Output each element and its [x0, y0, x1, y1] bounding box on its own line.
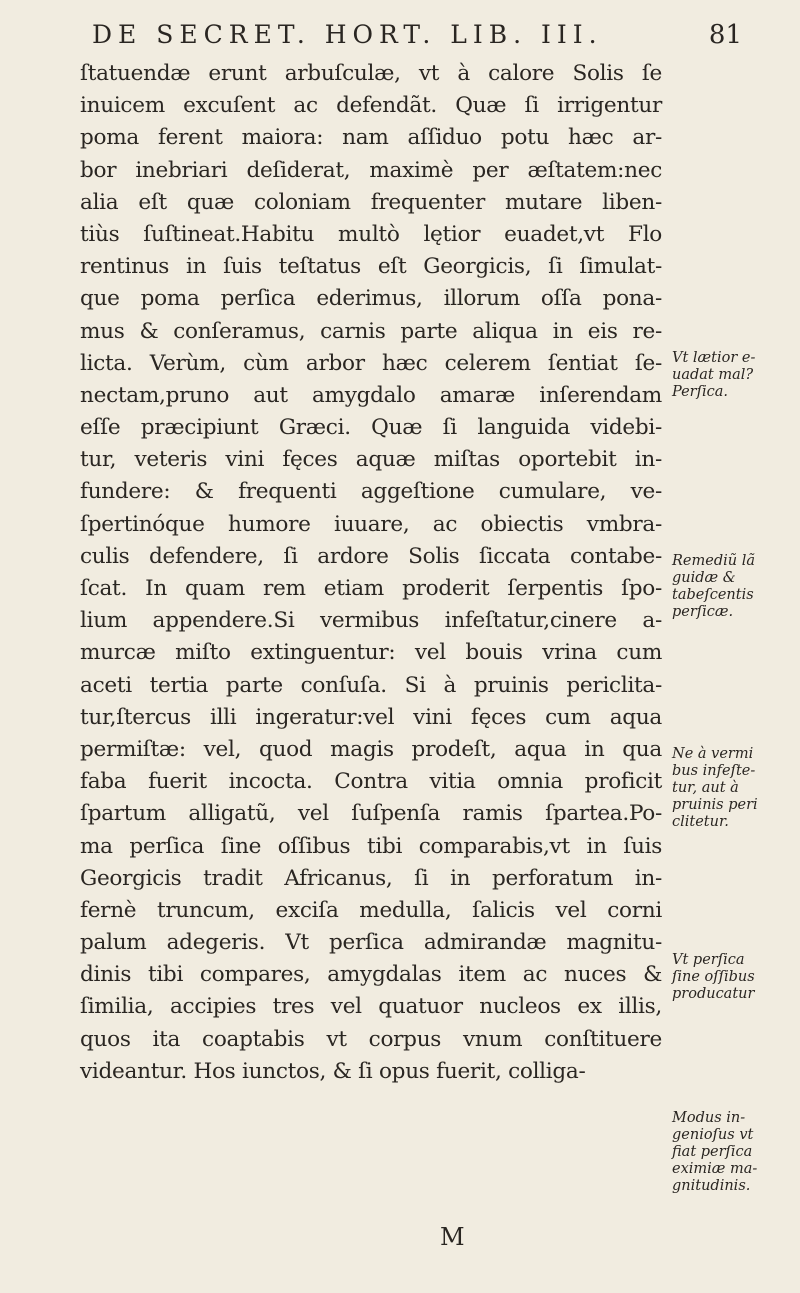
text-line: poma ferent maiora: nam aſſiduo potu hæc ar- — [80, 125, 662, 151]
marginal-note-line: pruinis peri — [672, 797, 758, 813]
text-line: bor inebriari deſiderat, maximè per æſtatem:nec — [80, 157, 662, 183]
signature-mark: M — [440, 1223, 465, 1251]
marginal-note-line: Perſica. — [672, 384, 728, 400]
text-line: aceti tertia parte conſuſa. Si à pruinis periclita- — [80, 672, 662, 698]
marginal-note-line: Remediũ lã — [672, 553, 755, 569]
marginal-note-line: clitetur. — [672, 814, 729, 830]
text-line: que poma perſica ederimus, illorum oſſa pona- — [80, 286, 662, 312]
text-line: palum adegeris. Vt perſica admirandæ magnitu- — [80, 930, 662, 956]
text-line: faba fuerit incocta. Contra vitia omnia proficit — [80, 769, 662, 795]
text-line: dinis tibi compares, amygdalas item ac nuces & — [80, 962, 662, 988]
text-line: eſſe præcipiunt Græci. Quæ ſi languida videbi- — [80, 415, 662, 441]
text-line: ſimilia, accipies tres vel quatuor nucleos ex illis, — [80, 994, 662, 1020]
text-line: rentinus in ſuis teſtatus eſt Georgicis, ſi ſimulat- — [80, 254, 662, 280]
marginal-note — [672, 746, 798, 831]
marginal-note-line: guidæ & — [672, 570, 736, 586]
text-line: inuicem excuſent ac defendãt. Quæ ſi irrigentur — [80, 93, 662, 119]
text-line: ſpartum alligatũ, vel ſuſpenſa ramis ſpartea.Po- — [80, 801, 662, 827]
marginal-note-line: producatur — [672, 986, 755, 1002]
marginal-note-line: Modus in- — [672, 1110, 746, 1126]
marginal-note-line: eximiæ ma- — [672, 1161, 758, 1177]
marginal-note — [672, 952, 798, 1003]
marginal-note-line: ſine oſſibus — [672, 969, 755, 985]
marginal-note-line: genioſus vt — [672, 1127, 754, 1143]
marginal-note-line: tabeſcentis — [672, 587, 754, 603]
page-number: 81 — [708, 20, 742, 50]
marginal-note — [672, 350, 798, 401]
page-header — [92, 14, 742, 54]
marginal-note — [672, 553, 798, 621]
text-line: fundere: & frequenti aggeſtione cumulare, ve- — [80, 479, 662, 505]
marginal-note-line: Ne à vermi — [672, 746, 754, 762]
text-line: ma perſica ſine oſſibus tibi comparabis,vt in ſuis — [80, 833, 662, 859]
marginal-note-line: gnitudinis. — [672, 1178, 751, 1194]
text-line: quos ita coaptabis vt corpus vnum conſtituere — [80, 1026, 662, 1052]
marginal-note — [672, 1110, 798, 1195]
text-line: mus & conſeramus, carnis parte aliqua in eis re- — [80, 318, 662, 344]
text-line: permiſtæ: vel, quod magis prodeſt, aqua in qua — [80, 736, 662, 762]
text-line: alia eſt quæ coloniam frequenter mutare liben- — [80, 189, 662, 215]
marginal-note-line: Vt perſica — [672, 952, 745, 968]
text-line: culis defendere, ſi ardore Solis ſiccata contabe- — [80, 543, 662, 569]
text-line: tur, veteris vini fęces aquæ miſtas oportebit in- — [80, 447, 662, 473]
text-line: fernè truncum, exciſa medulla, ſalicis vel corni — [80, 897, 662, 923]
text-line: Georgicis tradit Africanus, ſi in perforatum in- — [80, 865, 662, 891]
marginal-note-line: Vt lætior e- — [672, 350, 756, 366]
marginal-note-line: tur, aut à — [672, 780, 739, 796]
text-line: videantur. Hos iunctos, & ſi opus fuerit, colliga- — [80, 1058, 586, 1084]
marginal-note-line: uadat mal? — [672, 367, 754, 383]
text-line: licta. Verùm, cùm arbor hæc celerem ſentiat ſe- — [80, 350, 662, 376]
text-line: ſcat. In quam rem etiam proderit ſerpentis ſpo- — [80, 576, 662, 601]
text-line: tiùs ſuſtineat.Habitu multò lętior euadet,vt Flo — [80, 221, 662, 247]
marginal-note-line: fiat perſica — [672, 1144, 753, 1160]
marginal-note-line: bus infeſte- — [672, 763, 756, 779]
text-line: murcæ miſto extinguentur: vel bouis vrina cum — [80, 640, 662, 666]
marginal-note-line: perſicæ. — [672, 604, 734, 620]
text-line: ſtatuendæ erunt arbuſculæ, vt à calore Solis ſe — [80, 61, 662, 86]
text-line: lium appendere.Si vermibus infeſtatur,cinere a- — [80, 608, 662, 634]
main-text-block — [80, 58, 662, 1088]
text-line: nectam,pruno aut amygdalo amaræ inſerendam — [80, 382, 662, 408]
running-head: DE SECRET. HORT. LIB. III. — [92, 20, 603, 49]
text-line: tur,ſtercus illi ingeratur:vel vini fęces cum aqua — [80, 704, 662, 730]
text-line: ſpertinóque humore iuuare, ac obiectis vmbra- — [80, 511, 662, 537]
